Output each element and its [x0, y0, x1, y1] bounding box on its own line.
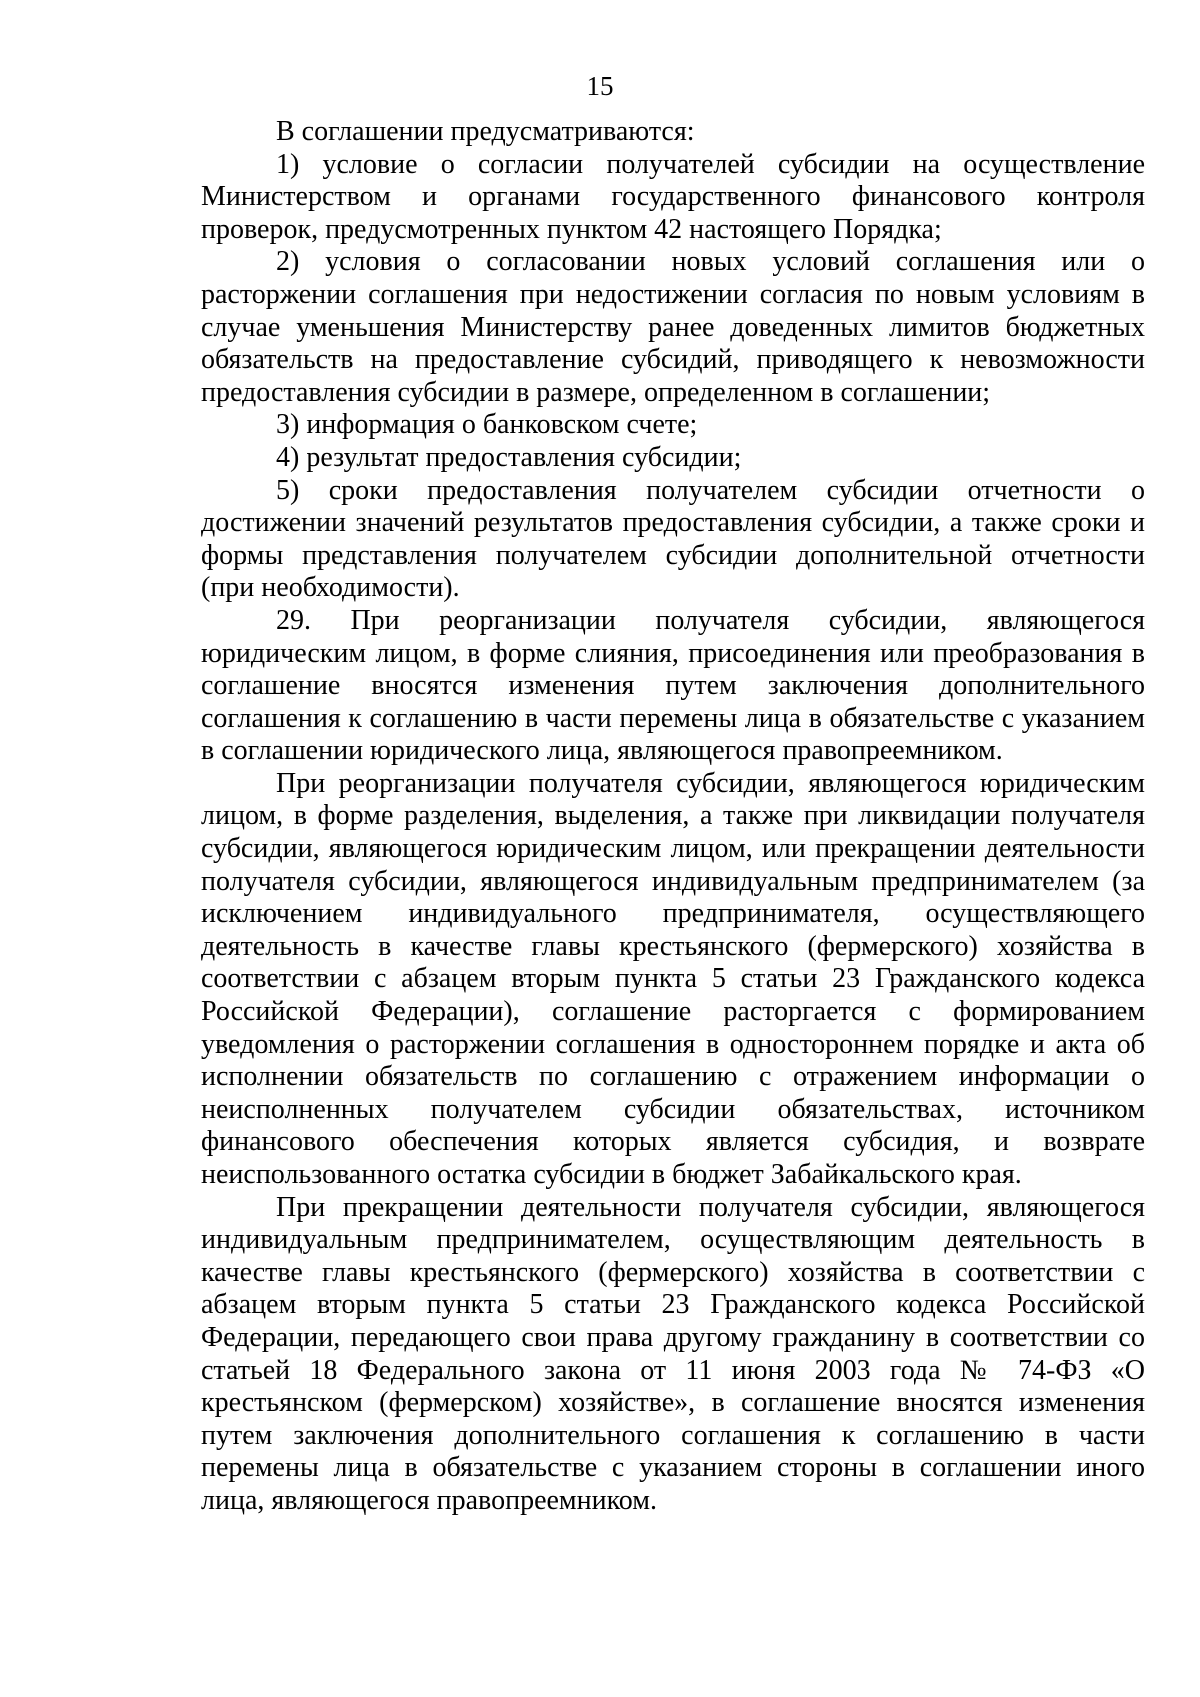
- paragraph-item-4: 4) результат предоставления субсидии;: [276, 441, 742, 473]
- page-number: 15: [586, 71, 614, 101]
- paragraph-item-1: 1) условие о согласии получателей субсидии на осуществление Министерством и органами государственного финансового контроля проверок, предусмотренных пунктом 42 настоящего Порядка;: [201, 148, 1145, 245]
- document-body: [201, 116, 1145, 1518]
- paragraph-reorganization: При реорганизации получателя субсидии, являющегося юридическим лицом, в форме разделения, выделения, а также при ликвидации получателя субсидии, являющегося юридическим лицом, или прекращении деятельности получателя субсидии, являющегося индивидуальным предпринимателем (за исключением индивидуального предпринимателя, осуществляющего деятельность в качестве главы крестьянского (фермерского) хозяйства в соответствии с абзацем вторым пункта 5 статьи 23 Гражданского кодекса Российской Федерации), соглашение расторгается с формированием уведомления о расторжении соглашения в одностороннем порядке и акта об исполнении обязательств по соглашению с отражением информации о неисполненных получателем субсидии обязательствах, источником финансового обеспечения которых является субсидия, и возврате неиспользованного остатка субсидии в бюджет Забайкальского края.: [201, 767, 1145, 1190]
- paragraph-item-5: 5) сроки предоставления получателем субсидии отчетности о достижении значений результатов предоставления субсидии, а также сроки и формы представления получателем субсидии дополнительной отчетности (при необходимости).: [201, 474, 1145, 604]
- paragraph-termination: При прекращении деятельности получателя субсидии, являющегося индивидуальным предпринимателем, осуществляющим деятельность в качестве главы крестьянского (фермерского) хозяйства в соответствии с абзацем вторым пункта 5 статьи 23 Гражданского кодекса Российской Федерации, передающего свои права другому гражданину в соответствии со статьей 18 Федерального закона от 11 июня 2003 года № 74-ФЗ «О крестьянском (фермерском) хозяйстве», в соглашение вносятся изменения путем заключения дополнительного соглашения к соглашению в части перемены лица в обязательстве с указанием стороны в соглашении иного лица, являющегося правопреемником.: [201, 1191, 1145, 1516]
- paragraph-item-3: 3) информация о банковском счете;: [276, 409, 698, 441]
- paragraph-agreement-intro: В соглашении предусматриваются:: [276, 116, 695, 147]
- paragraph-item-2: 2) условия о согласовании новых условий соглашения или о расторжении соглашения при недостижении согласия по новым условиям в случае уменьшения Министерству ранее доведенных лимитов бюджетных обязательств на предоставление субсидий, приводящего к невозможности предоставления субсидии в размере, определенном в соглашении;: [201, 246, 1145, 408]
- paragraph-clause-29: 29. При реорганизации получателя субсидии, являющегося юридическим лицом, в форме слияния, присоединения или преобразования в соглашение вносятся изменения путем заключения дополнительного соглашения к соглашению в части перемены лица в обязательстве с указанием в соглашении юридического лица, являющегося правопреемником.: [201, 604, 1145, 767]
